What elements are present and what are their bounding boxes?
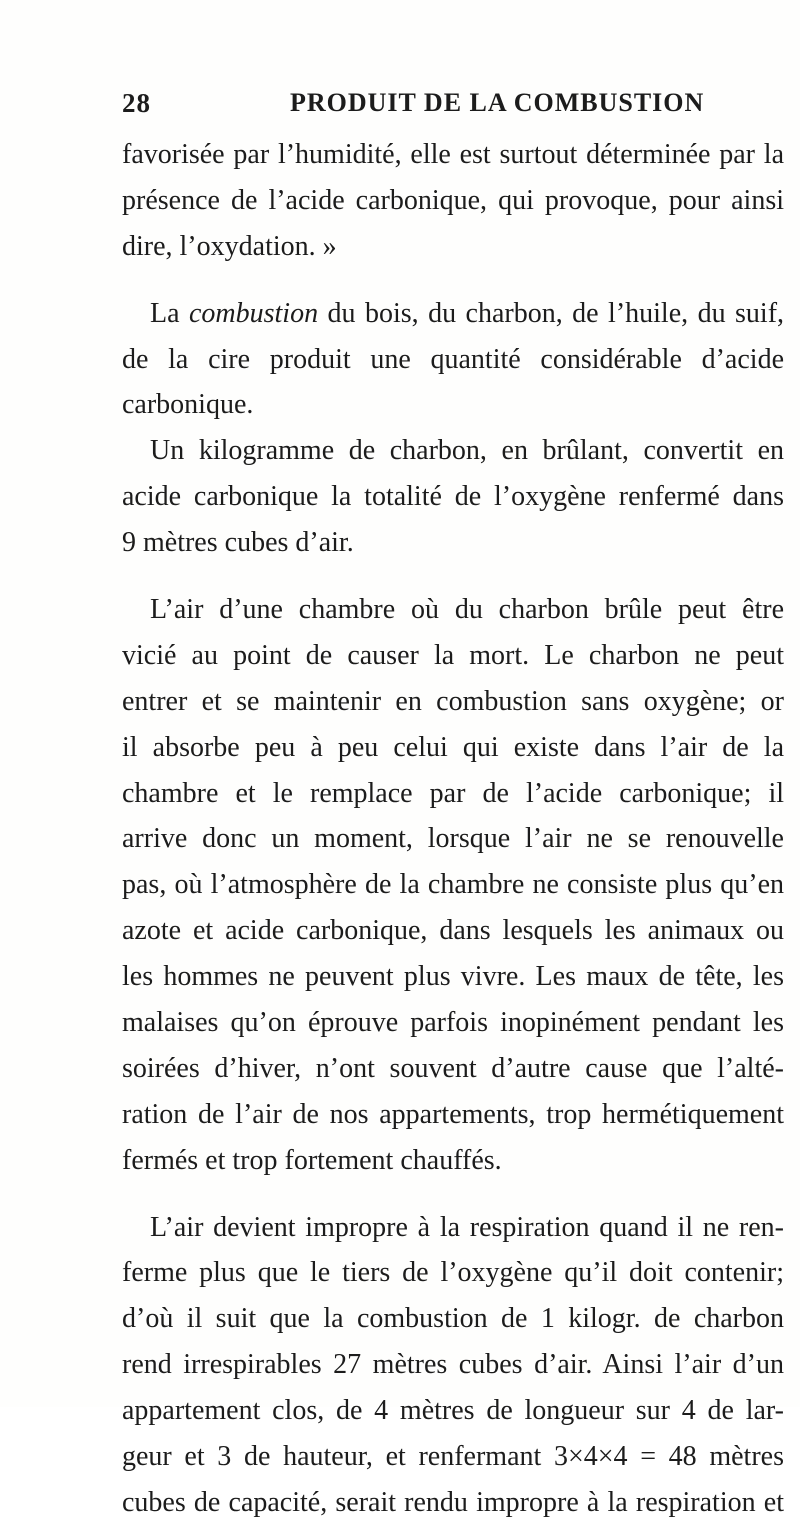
text-line: carbonique. [122,389,254,421]
text-line: il absorbe peu à peu celui qui existe dans l’air de la [122,731,784,763]
text-line: présence de l’acide carbonique, qui provoque, pour ainsi [122,184,784,216]
body-text [122,132,784,1526]
text-line: acide carbonique la totalité de l’oxygène renfermé dans [122,481,784,513]
text-line: soirées d’hiver, n’ont souvent d’autre cause que l’alté- [122,1052,784,1084]
page-number: 28 [122,88,151,118]
text-line: de la cire produit une quantité considérable d’acide [122,343,784,375]
paragraph-4 [122,587,784,1184]
text-line: vicié au point de causer la mort. Le charbon ne peut [122,639,784,671]
text-line: appartement clos, de 4 mètres de longueur sur 4 de lar- [122,1395,784,1427]
text-line: rend irrespirables 27 mètres cubes d’air. Ainsi l’air d’un [122,1349,784,1381]
text-line: malaises qu’on éprouve parfois inopinément pendant les [122,1007,784,1039]
paragraph-1 [122,132,784,270]
text-line: pas, où l’atmosphère de la chambre ne consiste plus qu’en [122,869,784,901]
text-line: d’où il suit que la combustion de 1 kilogr. de charbon [122,1303,784,1335]
text-line: Un kilogramme de charbon, en brûlant, convertit en [150,435,784,467]
text-line: arrive donc un moment, lorsque l’air ne se renouvelle [122,823,784,855]
text-line: azote et acide carbonique, dans lesquels les animaux ou [122,915,784,947]
text-line: fermés et trop fortement chauffés. [122,1144,502,1176]
text-line: chambre et le remplace par de l’acide carbonique; il [122,777,784,809]
paragraph-5 [122,1205,784,1526]
text-line: dire, l’oxydation. » [122,230,337,262]
text-line: entrer et se maintenir en combustion sans oxygène; or [122,685,784,717]
running-head [122,88,800,124]
text-line: cubes de capacité, serait rendu impropre à la respiration et [122,1486,784,1518]
text-line: L’air d’une chambre où du charbon brûle peut être [150,594,784,626]
text-line: ferme plus que le tiers de l’oxygène qu’il doit contenir; [122,1257,784,1289]
text-line: geur et 3 de hauteur, et renfermant 3×4×4 = 48 mètres [122,1441,784,1473]
text-line: les hommes ne peuvent plus vivre. Les maux de tête, les [122,961,784,993]
emphasis-word: combustion [188,297,319,329]
paragraph-2 [122,291,784,429]
text-line [122,291,784,337]
text-run: La [150,297,180,329]
text-line: 9 mètres cubes d’air. [122,527,354,559]
text-line: L’air devient impropre à la respiration quand il ne ren- [150,1211,784,1243]
paragraph-3 [122,428,784,566]
page-title: PRODUIT DE LA COMBUSTION [290,88,705,117]
text-run: du bois, du charbon, de l’huile, du suif, [327,297,785,329]
text-line: ration de l’air de nos appartements, trop hermétiquement [122,1098,784,1130]
text-line: favorisée par l’humidité, elle est surtout déterminée par la [122,139,784,170]
